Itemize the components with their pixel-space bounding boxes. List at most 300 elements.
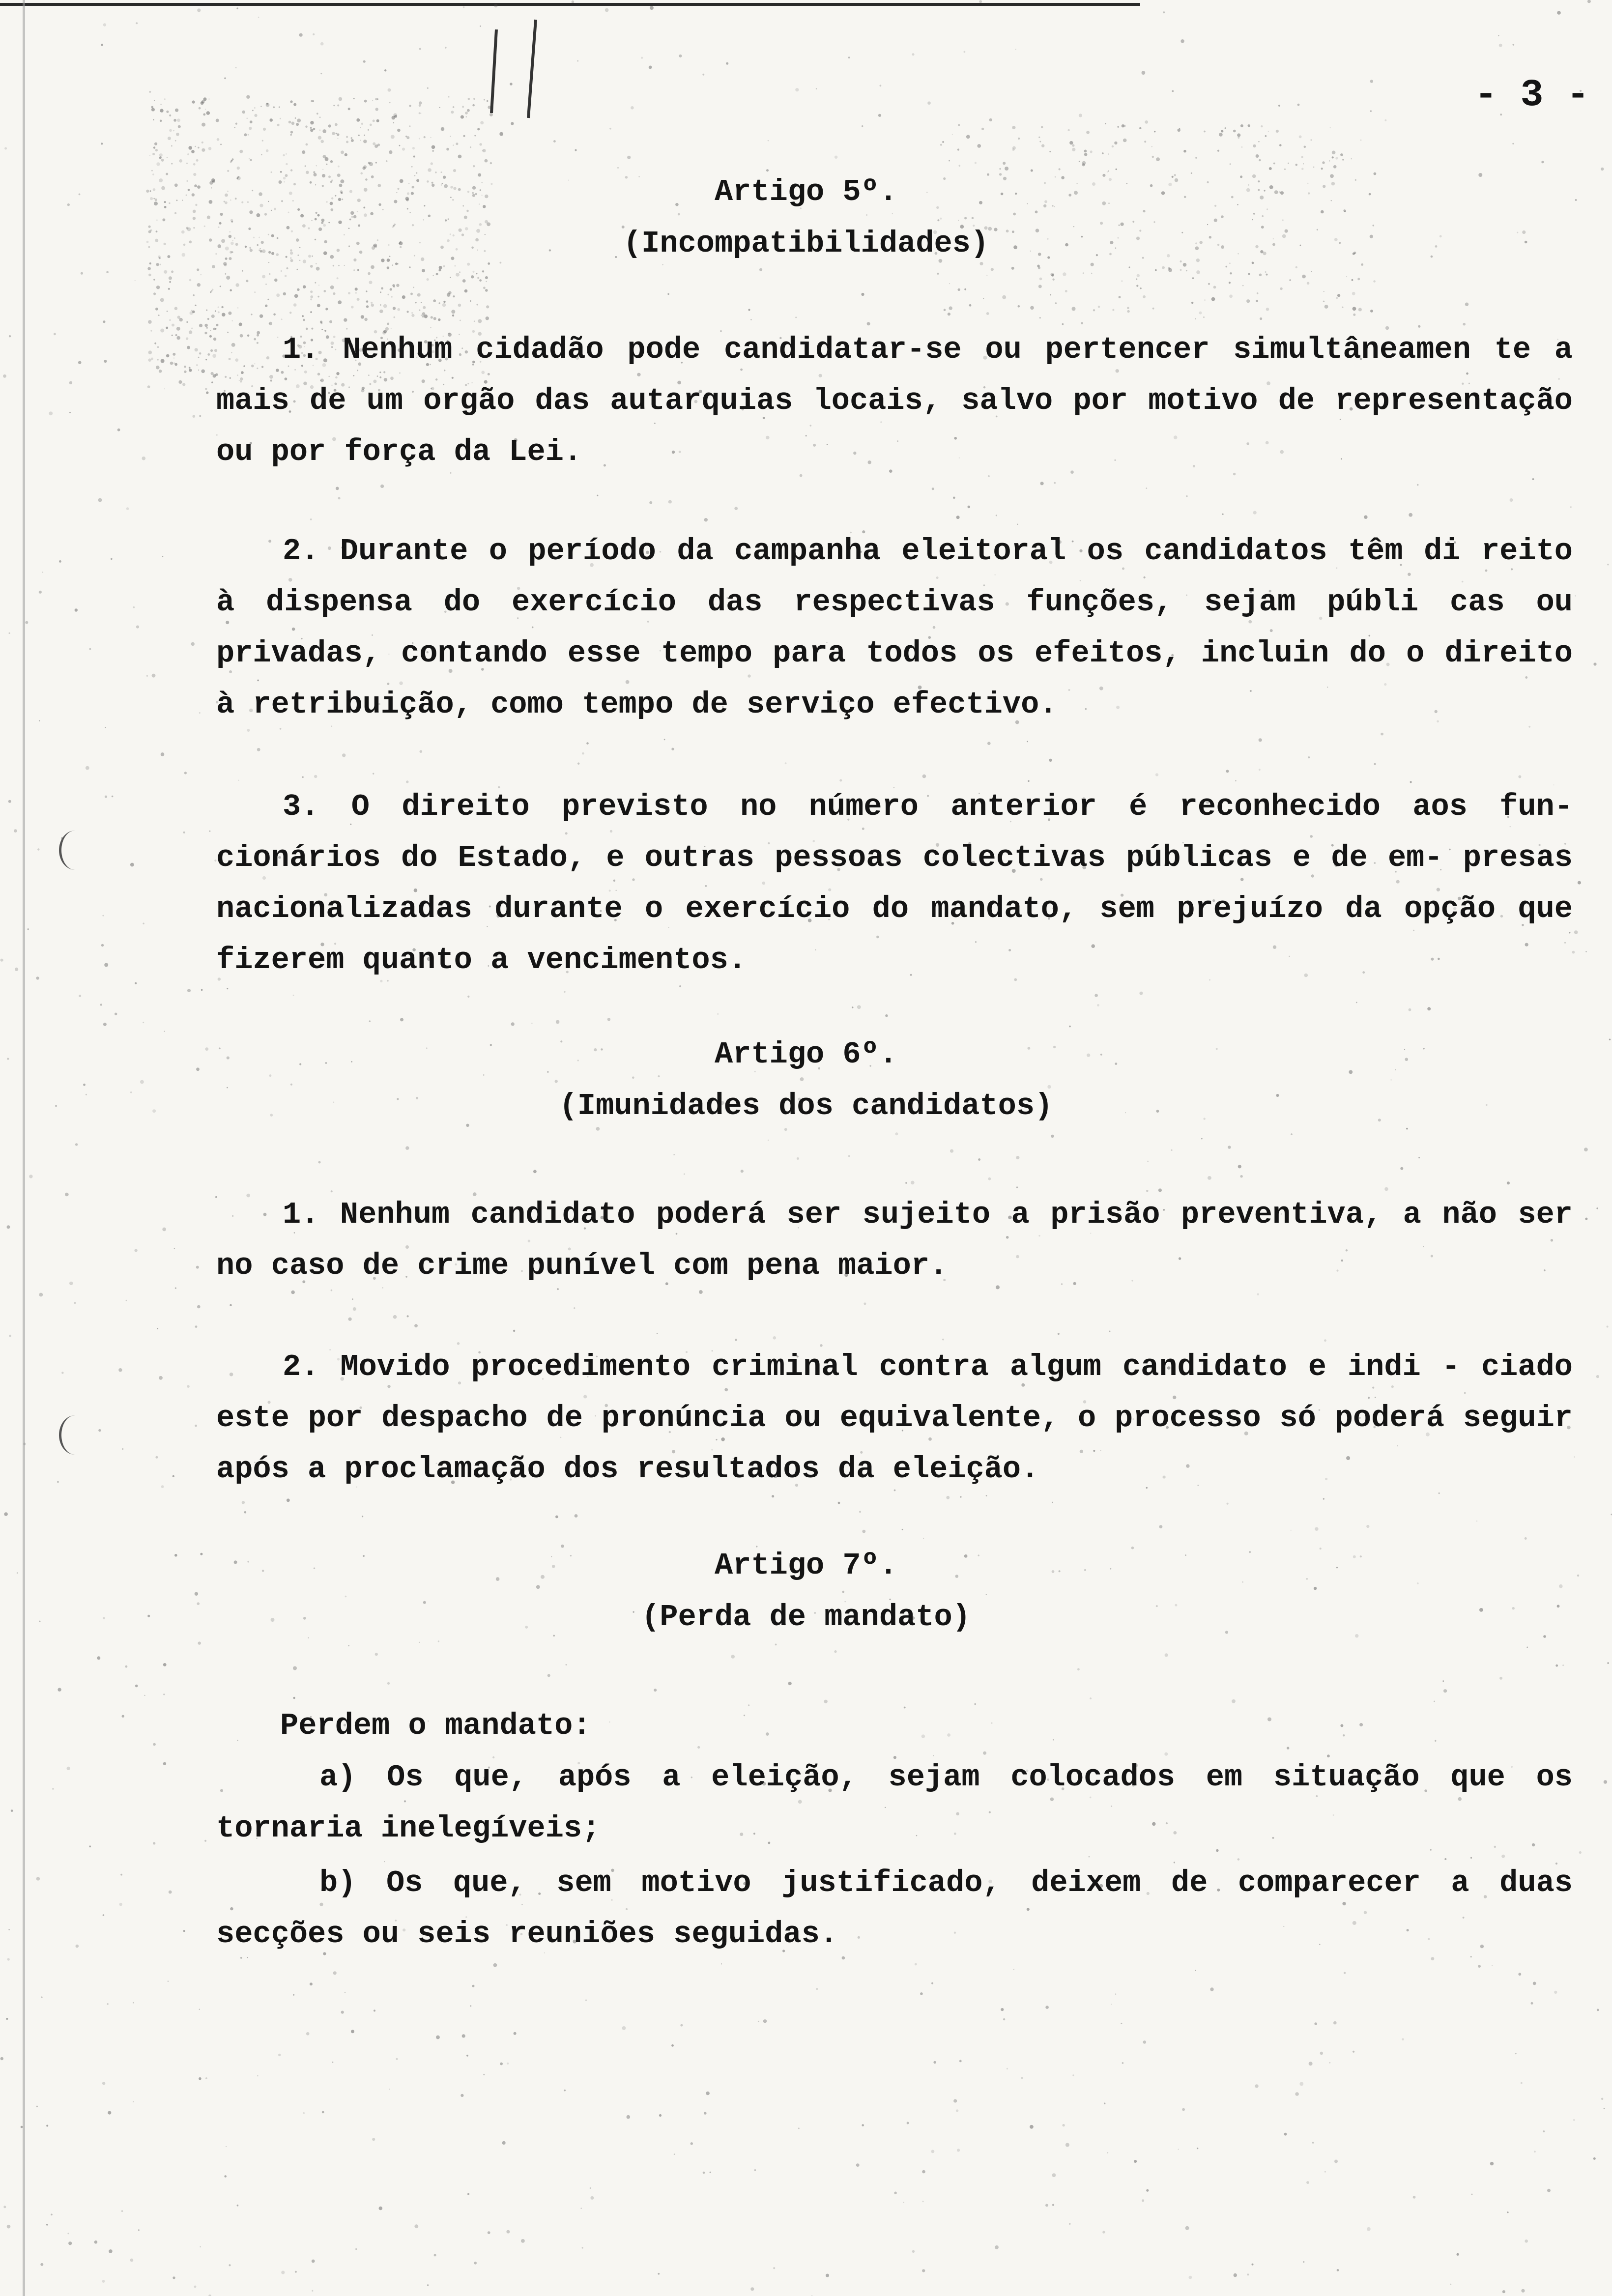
speckle-dot [1593,2157,1596,2160]
speckle-dot [171,163,173,165]
speckle-dot [464,289,468,293]
speckle-dot [627,2115,631,2119]
speckle-dot [189,367,191,369]
speckle-dot [1240,124,1243,127]
speckle-dot [191,328,193,329]
speckle-dot [1127,307,1129,309]
speckle-dot [173,353,175,356]
speckle-dot [330,160,333,163]
punch-hole-mark [59,1415,91,1455]
speckle-dot [1178,2149,1179,2150]
speckle-dot [46,2125,48,2127]
speckle-dot [393,122,394,123]
speckle-dot [436,2036,440,2039]
speckle-dot [555,1080,558,1083]
speckle-dot [605,8,609,12]
speckle-dot [427,87,429,89]
speckle-dot [333,265,334,266]
speckle-dot [1217,150,1219,152]
speckle-dot [196,364,198,366]
speckle-dot [1035,210,1038,213]
speckle-dot [326,164,328,165]
speckle-dot [1557,11,1561,15]
speckle-dot [575,1514,578,1518]
speckle-dot [396,284,399,287]
speckle-dot [438,318,440,321]
speckle-dot [1402,2038,1404,2040]
speckle-dot [368,162,371,164]
speckle-dot [659,2114,662,2117]
speckle-dot [306,2032,310,2036]
speckle-dot [293,103,296,106]
speckle-dot [376,119,379,122]
speckle-dot [937,273,939,275]
speckle-dot [1584,1148,1588,1151]
speckle-dot [89,648,91,650]
speckle-dot [155,308,158,311]
speckle-dot [153,279,155,281]
speckle-dot [1409,1008,1411,1011]
speckle-dot [1241,146,1242,147]
speckle-dot [173,1475,174,1477]
speckle-dot [1323,301,1324,302]
speckle-dot [667,293,669,295]
speckle-dot [342,753,345,757]
speckle-dot [370,124,372,126]
speckle-dot [7,2225,11,2229]
speckle-dot [1342,159,1344,161]
speckle-dot [1502,2290,1505,2293]
speckle-dot [658,1075,660,1077]
speckle-dot [368,272,371,275]
speckle-dot [211,372,214,375]
article-7-item-b: b) Os que, sem motivo justificado, deixem de comparecer a duas secções ou seis reuniões seguidas. [216,1866,1573,1952]
speckle-dot [1278,105,1280,107]
speckle-dot [156,366,160,370]
speckle-dot [1262,215,1264,217]
speckle-dot [302,150,305,154]
speckle-dot [210,349,213,352]
speckle-dot [574,1307,575,1309]
speckle-dot [1465,303,1468,306]
speckle-dot [483,149,486,152]
speckle-dot [166,354,170,358]
speckle-dot [466,116,467,117]
speckle-dot [1351,158,1352,159]
speckle-dot [1093,309,1095,311]
speckle-dot [1242,285,1244,287]
speckle-dot [75,1143,78,1146]
speckle-dot [36,976,39,979]
speckle-dot [173,2276,175,2279]
speckle-dot [411,166,413,168]
speckle-dot [1234,2273,1237,2277]
article-5-paragraph-2: 2. Durante o período da campanha eleitoral os candidatos têm di reito à dispensa do exercício das respectivas funções, sejam públi cas ou privadas, contando esse tempo para todos os efeitos, incluin do o direito à retribuição, como tempo de serviço efectivo. [216,534,1573,722]
speckle-dot [338,221,342,224]
speckle-dot [486,305,489,308]
speckle-dot [61,1372,63,1374]
speckle-dot [173,362,175,364]
speckle-dot [74,1302,76,1304]
speckle-dot [164,270,167,274]
speckle-dot [159,153,163,157]
speckle-dot [154,100,155,101]
speckle-dot [981,128,984,130]
speckle-dot [323,155,326,158]
speckle-dot [1604,2108,1605,2109]
speckle-dot [196,1266,199,1269]
speckle-dot [183,832,185,833]
speckle-dot [983,298,984,299]
speckle-dot [410,293,413,295]
speckle-dot [1030,306,1034,310]
speckle-dot [169,129,172,132]
speckle-dot [1515,2053,1517,2054]
speckle-dot [464,216,467,219]
speckle-dot [758,2021,759,2022]
speckle-dot [1252,2264,1254,2266]
speckle-dot [1332,156,1334,158]
speckle-dot [649,66,652,69]
speckle-dot [422,269,425,272]
speckle-dot [1252,262,1254,264]
speckle-dot [1196,270,1200,274]
speckle-dot [1172,90,1174,92]
speckle-dot [59,560,61,563]
article-5-paragraph-3: 3. O direito previsto no número anterior é reconhecido aos fun- cionários do Estado, e outras pessoas colectivas públicas e de em- presas nacionalizadas durante o exercício do mandato, sem prejuízo da opção que fizerem quanto a vencimentos. [216,789,1573,977]
speckle-dot [302,315,304,317]
speckle-dot [856,2163,860,2167]
speckle-dot [443,265,445,267]
speckle-dot [174,363,177,366]
speckle-dot [160,298,164,302]
speckle-dot [1554,1991,1557,1994]
article-6-subtitle: (Imunidades dos candidatos) [559,1089,1053,1123]
speckle-dot [450,277,451,278]
speckle-dot [442,303,446,307]
speckle-dot [1257,292,1259,294]
speckle-dot [452,315,454,316]
speckle-dot [249,158,250,159]
speckle-dot [1204,299,1205,300]
speckle-dot [366,290,367,292]
speckle-dot [217,138,220,141]
speckle-dot [149,262,151,264]
speckle-dot [320,42,324,46]
speckle-dot [775,1644,777,1646]
speckle-dot [434,2254,436,2256]
speckle-dot [1570,507,1571,508]
speckle-dot [1353,307,1356,311]
speckle-dot [317,214,320,217]
speckle-dot [218,311,220,313]
speckle-dot [1299,2082,1303,2086]
speckle-dot [238,780,239,781]
speckle-dot [1336,297,1338,299]
speckle-dot [153,1842,155,1844]
speckle-dot [9,632,10,634]
speckle-dot [351,137,353,139]
speckle-dot [325,308,328,310]
speckle-dot [432,150,434,152]
speckle-dot [1541,161,1544,163]
speckle-dot [337,138,338,139]
speckle-dot [862,125,863,127]
speckle-dot [144,1695,145,1696]
speckle-dot [499,132,503,136]
speckle-dot [609,128,611,130]
speckle-dot [1575,596,1576,597]
speckle-dot [140,1080,144,1084]
speckle-dot [531,1023,532,1024]
speckle-dot [274,279,278,282]
speckle-dot [671,2044,674,2047]
speckle-dot [149,155,150,156]
speckle-dot [632,1076,634,1079]
speckle-dot [169,281,171,283]
speckle-dot [287,267,288,269]
speckle-dot [357,211,358,212]
speckle-dot [268,262,269,263]
speckle-dot [905,1182,907,1184]
speckle-dot [953,497,955,499]
speckle-dot [207,318,209,320]
speckle-dot [1303,163,1304,164]
speckle-dot [1112,145,1114,147]
speckle-dot [1596,1207,1598,1209]
speckle-dot [194,2286,197,2288]
speckle-dot [474,2262,477,2265]
speckle-dot [486,281,487,283]
speckle-dot [9,1335,11,1337]
speckle-dot [1062,2124,1065,2126]
speckle-dot [1017,524,1018,525]
speckle-dot [1013,1969,1014,1970]
punch-hole-mark [59,831,91,870]
speckle-dot [419,48,421,50]
speckle-dot [1471,2194,1473,2195]
speckle-dot [135,280,136,281]
speckle-dot [94,2240,98,2244]
speckle-dot [364,318,368,321]
speckle-dot [187,989,191,992]
speckle-dot [467,996,469,998]
speckle-dot [175,334,177,336]
speckle-dot [355,292,357,294]
speckle-dot [195,348,198,351]
speckle-dot [288,121,291,124]
speckle-dot [310,265,313,268]
speckle-dot [162,1228,166,1232]
speckle-dot [319,116,321,118]
speckle-dot [257,213,260,217]
speckle-dot [148,350,152,354]
speckle-dot [441,172,442,173]
speckle-dot [1381,733,1383,736]
speckle-dot [1208,283,1210,285]
speckle-dot [1127,310,1129,313]
speckle-dot [674,1154,675,1155]
speckle-dot [1238,137,1239,139]
speckle-dot [261,154,262,156]
speckle-dot [1333,2021,1337,2025]
speckle-dot [254,291,256,293]
speckle-dot [1323,1498,1324,1499]
speckle-dot [1168,267,1170,270]
speckle-dot [944,309,946,311]
speckle-dot [461,2094,463,2097]
speckle-dot [1139,992,1143,995]
speckle-dot [379,310,383,313]
speckle-dot [306,144,308,146]
speckle-dot [373,119,375,122]
speckle-dot [1001,2008,1004,2011]
speckle-dot [264,213,267,215]
speckle-dot [133,2002,134,2004]
speckle-dot [160,104,161,105]
speckle-dot [421,315,422,316]
speckle-dot [351,216,353,218]
speckle-dot [1229,263,1230,264]
speckle-dot [1301,156,1303,158]
speckle-dot [280,118,281,119]
speckle-dot [147,267,151,270]
speckle-dot [487,100,489,102]
speckle-dot [220,144,222,145]
speckle-dot [208,99,209,100]
speckle-dot [1192,277,1194,279]
speckle-dot [148,274,151,277]
speckle-dot [169,115,171,116]
speckle-dot [405,1146,409,1149]
speckle-dot [384,69,386,71]
speckle-dot [1457,2253,1459,2256]
speckle-dot [1185,2226,1189,2230]
speckle-dot [575,149,576,151]
speckle-dot [345,1596,347,1598]
speckle-dot [355,287,358,290]
speckle-dot [161,1485,164,1488]
speckle-dot [1119,296,1121,298]
speckle-dot [303,319,305,321]
speckle-dot [199,415,201,417]
speckle-dot [158,315,160,316]
speckle-dot [312,2260,315,2263]
speckle-dot [249,127,252,130]
speckle-dot [490,162,492,164]
speckle-dot [1335,157,1338,159]
speckle-dot [1297,104,1300,106]
speckle-dot [198,357,200,358]
speckle-dot [1343,209,1346,212]
speckle-dot [296,123,299,126]
speckle-dot [1314,2022,1317,2025]
speckle-dot [428,168,432,172]
speckle-dot [318,285,319,286]
speckle-dot [590,2196,594,2200]
speckle-dot [224,77,226,79]
speckle-dot [310,1982,313,1985]
speckle-dot [750,2287,754,2291]
speckle-dot [104,360,107,363]
speckle-dot [104,963,108,967]
speckle-dot [1406,1128,1408,1130]
speckle-dot [363,140,367,143]
speckle-dot [396,2058,398,2060]
speckle-dot [511,1022,515,1026]
speckle-dot [257,748,260,751]
speckle-dot [193,163,196,166]
speckle-dot [448,96,449,97]
speckle-dot [199,324,202,327]
speckle-dot [1233,130,1236,133]
speckle-dot [195,1425,197,1427]
speckle-dot [1601,2098,1603,2100]
speckle-dot [388,294,389,295]
speckle-dot [103,23,106,26]
speckle-dot [586,742,589,745]
speckle-dot [1559,1584,1563,1588]
speckle-dot [1152,308,1154,310]
speckle-dot [369,1020,371,1022]
speckle-dot [195,146,196,147]
speckle-dot [295,117,296,119]
speckle-dot [57,1481,59,1483]
speckle-dot [211,381,213,383]
speckle-dot [1072,144,1074,146]
speckle-dot [371,302,373,304]
speckle-dot [439,266,442,269]
speckle-dot [395,262,398,265]
speckle-dot [186,163,188,164]
speckle-dot [461,115,464,118]
speckle-dot [211,315,215,318]
speckle-dot [193,210,196,213]
speckle-dot [273,314,276,316]
speckle-dot [649,501,652,504]
speckle-dot [1607,564,1609,565]
speckle-dot [577,763,579,765]
speckle-dot [303,2112,305,2114]
speckle-dot [1195,318,1196,319]
speckle-dot [1121,2023,1122,2024]
speckle-dot [1585,951,1587,952]
speckle-dot [235,123,237,125]
speckle-dot [1259,769,1261,771]
speckle-dot [1332,151,1336,155]
speckle-dot [1291,1133,1293,1135]
speckle-dot [1604,1780,1607,1783]
speckle-dot [209,831,210,832]
speckle-dot [392,284,395,287]
speckle-dot [958,124,960,126]
speckle-dot [1132,221,1134,223]
speckle-dot [678,213,680,216]
speckle-dot [236,7,238,9]
speckle-dot [321,222,323,224]
speckle-dot [150,330,152,332]
speckle-dot [1199,312,1202,315]
speckle-dot [286,153,287,155]
speckle-dot [231,160,233,162]
speckle-dot [1442,1680,1444,1682]
speckle-dot [297,118,301,122]
speckle-dot [1021,2077,1023,2079]
speckle-dot [319,130,320,131]
speckle-dot [412,147,415,149]
speckle-dot [741,1170,744,1173]
speckle-dot [932,488,934,490]
